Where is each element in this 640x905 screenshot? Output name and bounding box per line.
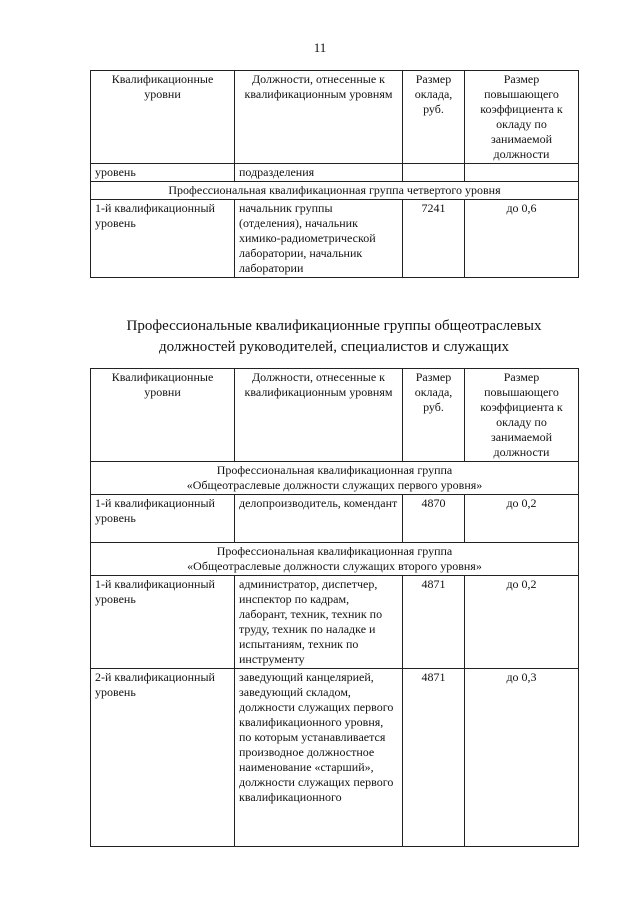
table-row — [91, 669, 579, 847]
coefficient-cell: до 0,6 — [465, 200, 579, 278]
group-title-line2: «Общеотраслевые должности служащих второго уровня» — [187, 559, 482, 573]
header-coefficient: Размер повышающего коэффициента к окладу по занимаемой должности — [465, 369, 579, 462]
salary-cell: 7241 — [403, 200, 465, 278]
group-title — [91, 462, 579, 495]
group-title-row — [91, 543, 579, 576]
header-positions: Должности, отнесенные к квалификационным уровням — [235, 369, 403, 462]
group-title-line1: Профессиональная квалификационная группа — [216, 463, 453, 477]
header-levels: Квалификационные уровни — [91, 369, 235, 462]
table-header-row — [91, 71, 579, 164]
salary-cell: 4871 — [403, 669, 465, 847]
table-row — [91, 495, 579, 543]
level-cell: уровень — [91, 164, 235, 182]
header-positions: Должности, отнесенные к квалификационным уровням — [235, 71, 403, 164]
level-cell: 2-й квалификационный уровень — [91, 669, 235, 847]
header-levels: Квалификационные уровни — [91, 71, 235, 164]
positions-cell: начальник группы (отделения), начальник химико-радиометрической лаборатории, начальник лаборатории — [235, 200, 403, 278]
table-salaries-part1 — [90, 70, 579, 278]
positions-cell: администратор, диспетчер, инспектор по кадрам, лаборант, техник, техник по труду, техник по наладке и испытаниям, техник по инструменту — [235, 576, 403, 669]
table-header-row — [91, 369, 579, 462]
group-title-row — [91, 182, 579, 200]
group-title-line2: «Общеотраслевые должности служащих первого уровня» — [186, 478, 483, 492]
salary-cell: 4870 — [403, 495, 465, 543]
level-cell: 1-й квалификационный уровень — [91, 576, 235, 669]
section-heading — [90, 316, 578, 358]
table-row — [91, 164, 579, 182]
group-title: Профессиональная квалификационная группа четвертого уровня — [91, 182, 579, 200]
positions-cell: делопроизводитель, комендант — [235, 495, 403, 543]
section-heading-line1: Профессиональные квалификационные группы общеотраслевых — [126, 318, 542, 334]
section-heading-line2: должностей руководителей, специалистов и служащих — [158, 339, 510, 355]
header-salary: Размер оклада, руб. — [403, 369, 465, 462]
coefficient-cell: до 0,2 — [465, 495, 579, 543]
header-salary: Размер оклада, руб. — [403, 71, 465, 164]
positions-cell: подразделения — [235, 164, 403, 182]
coefficient-cell: до 0,2 — [465, 576, 579, 669]
header-coefficient: Размер повышающего коэффициента к окладу по занимаемой должности — [465, 71, 579, 164]
group-title — [91, 543, 579, 576]
positions-cell: заведующий канцелярией, заведующий складом, должности служащих первого квалификационного уровня, по которым устанавливается производное должностное наименование «старший», должности служащих первого квалификационного — [235, 669, 403, 847]
level-cell: 1-й квалификационный уровень — [91, 495, 235, 543]
level-cell: 1-й квалификационный уровень — [91, 200, 235, 278]
group-title-row — [91, 462, 579, 495]
salary-cell: 4871 — [403, 576, 465, 669]
table-row — [91, 200, 579, 278]
page-number: 11 — [313, 40, 327, 55]
table-row — [91, 576, 579, 669]
coefficient-cell: до 0,3 — [465, 669, 579, 847]
group-title-line1: Профессиональная квалификационная группа — [216, 544, 453, 558]
table-salaries-part2 — [90, 368, 579, 847]
